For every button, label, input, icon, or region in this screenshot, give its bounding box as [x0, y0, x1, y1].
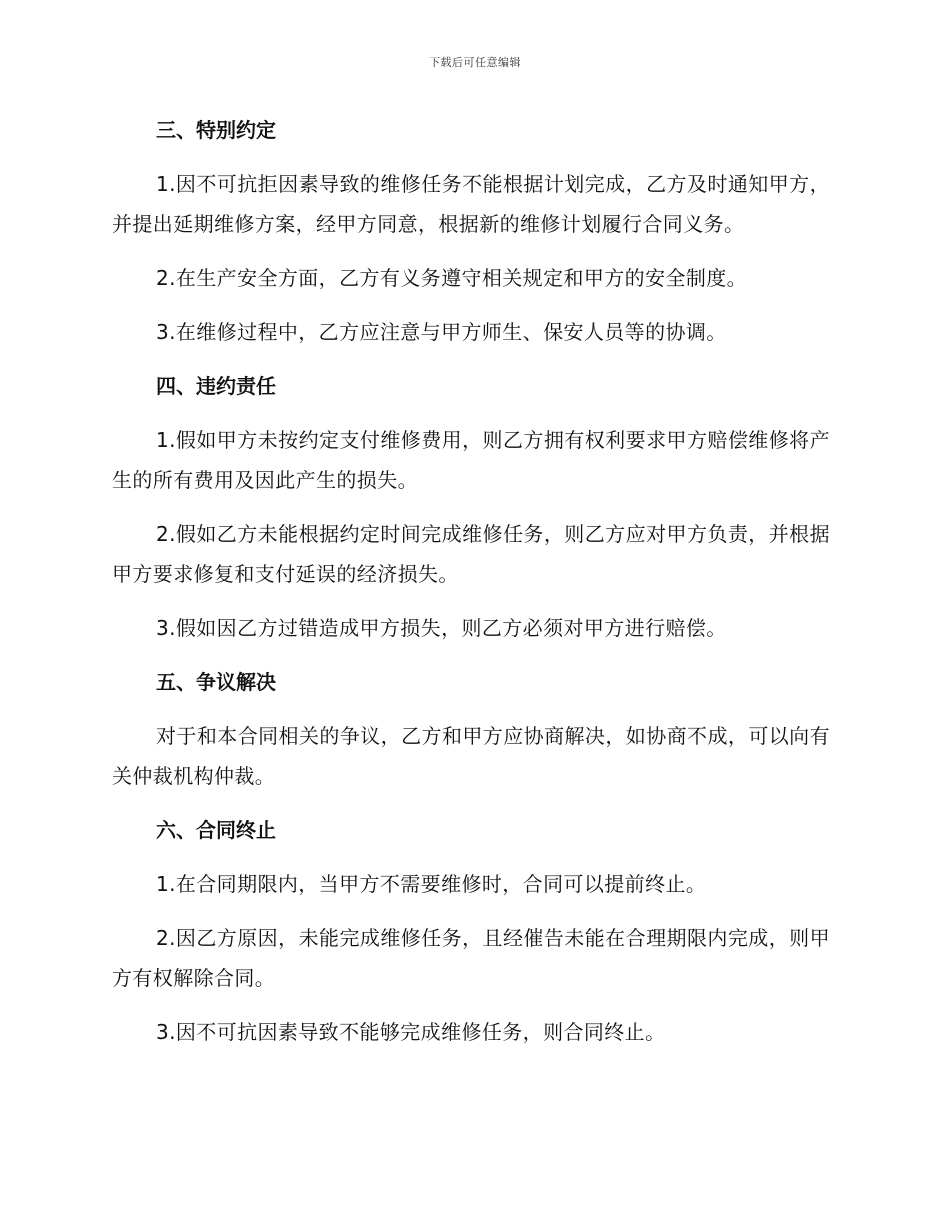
paragraph: 1.假如甲方未按约定支付维修费用，则乙方拥有权利要求甲方赔偿维修将产生的所有费用及因此产生的损失。	[112, 428, 830, 492]
section-dispute-resolution	[112, 662, 830, 796]
document-body	[112, 110, 830, 1066]
section-heading: 四、违约责任	[156, 374, 276, 398]
paragraph: 对于和本合同相关的争议，乙方和甲方应协商解决，如协商不成，可以向有关仲裁机构仲裁。	[112, 724, 830, 788]
paragraph: 3.因不可抗因素导致不能够完成维修任务，则合同终止。	[156, 1020, 666, 1044]
paragraph: 3.假如因乙方过错造成甲方损失，则乙方必须对甲方进行赔偿。	[156, 616, 727, 640]
paragraph: 2.在生产安全方面，乙方有义务遵守相关规定和甲方的安全制度。	[156, 266, 748, 290]
paragraph: 2.因乙方原因，未能完成维修任务，且经催告未能在合理期限内完成，则甲方有权解除合同。	[112, 926, 830, 990]
paragraph: 3.在维修过程中，乙方应注意与甲方师生、保安人员等的协调。	[156, 320, 727, 344]
paragraph: 1.在合同期限内，当甲方不需要维修时，合同可以提前终止。	[156, 872, 707, 896]
section-contract-termination	[112, 810, 830, 1052]
section-heading: 六、合同终止	[156, 818, 276, 842]
section-heading: 三、特别约定	[156, 118, 276, 142]
paragraph: 2.假如乙方未能根据约定时间完成维修任务，则乙方应对甲方负责，并根据甲方要求修复和支付延误的经济损失。	[112, 522, 830, 586]
page-header-note: 下载后可任意编辑	[429, 56, 521, 69]
section-special-agreements	[112, 110, 830, 352]
section-heading: 五、争议解决	[156, 670, 276, 694]
section-breach-liability	[112, 366, 830, 648]
paragraph: 1.因不可抗拒因素导致的维修任务不能根据计划完成，乙方及时通知甲方，并提出延期维修方案，经甲方同意，根据新的维修计划履行合同义务。	[112, 172, 830, 236]
